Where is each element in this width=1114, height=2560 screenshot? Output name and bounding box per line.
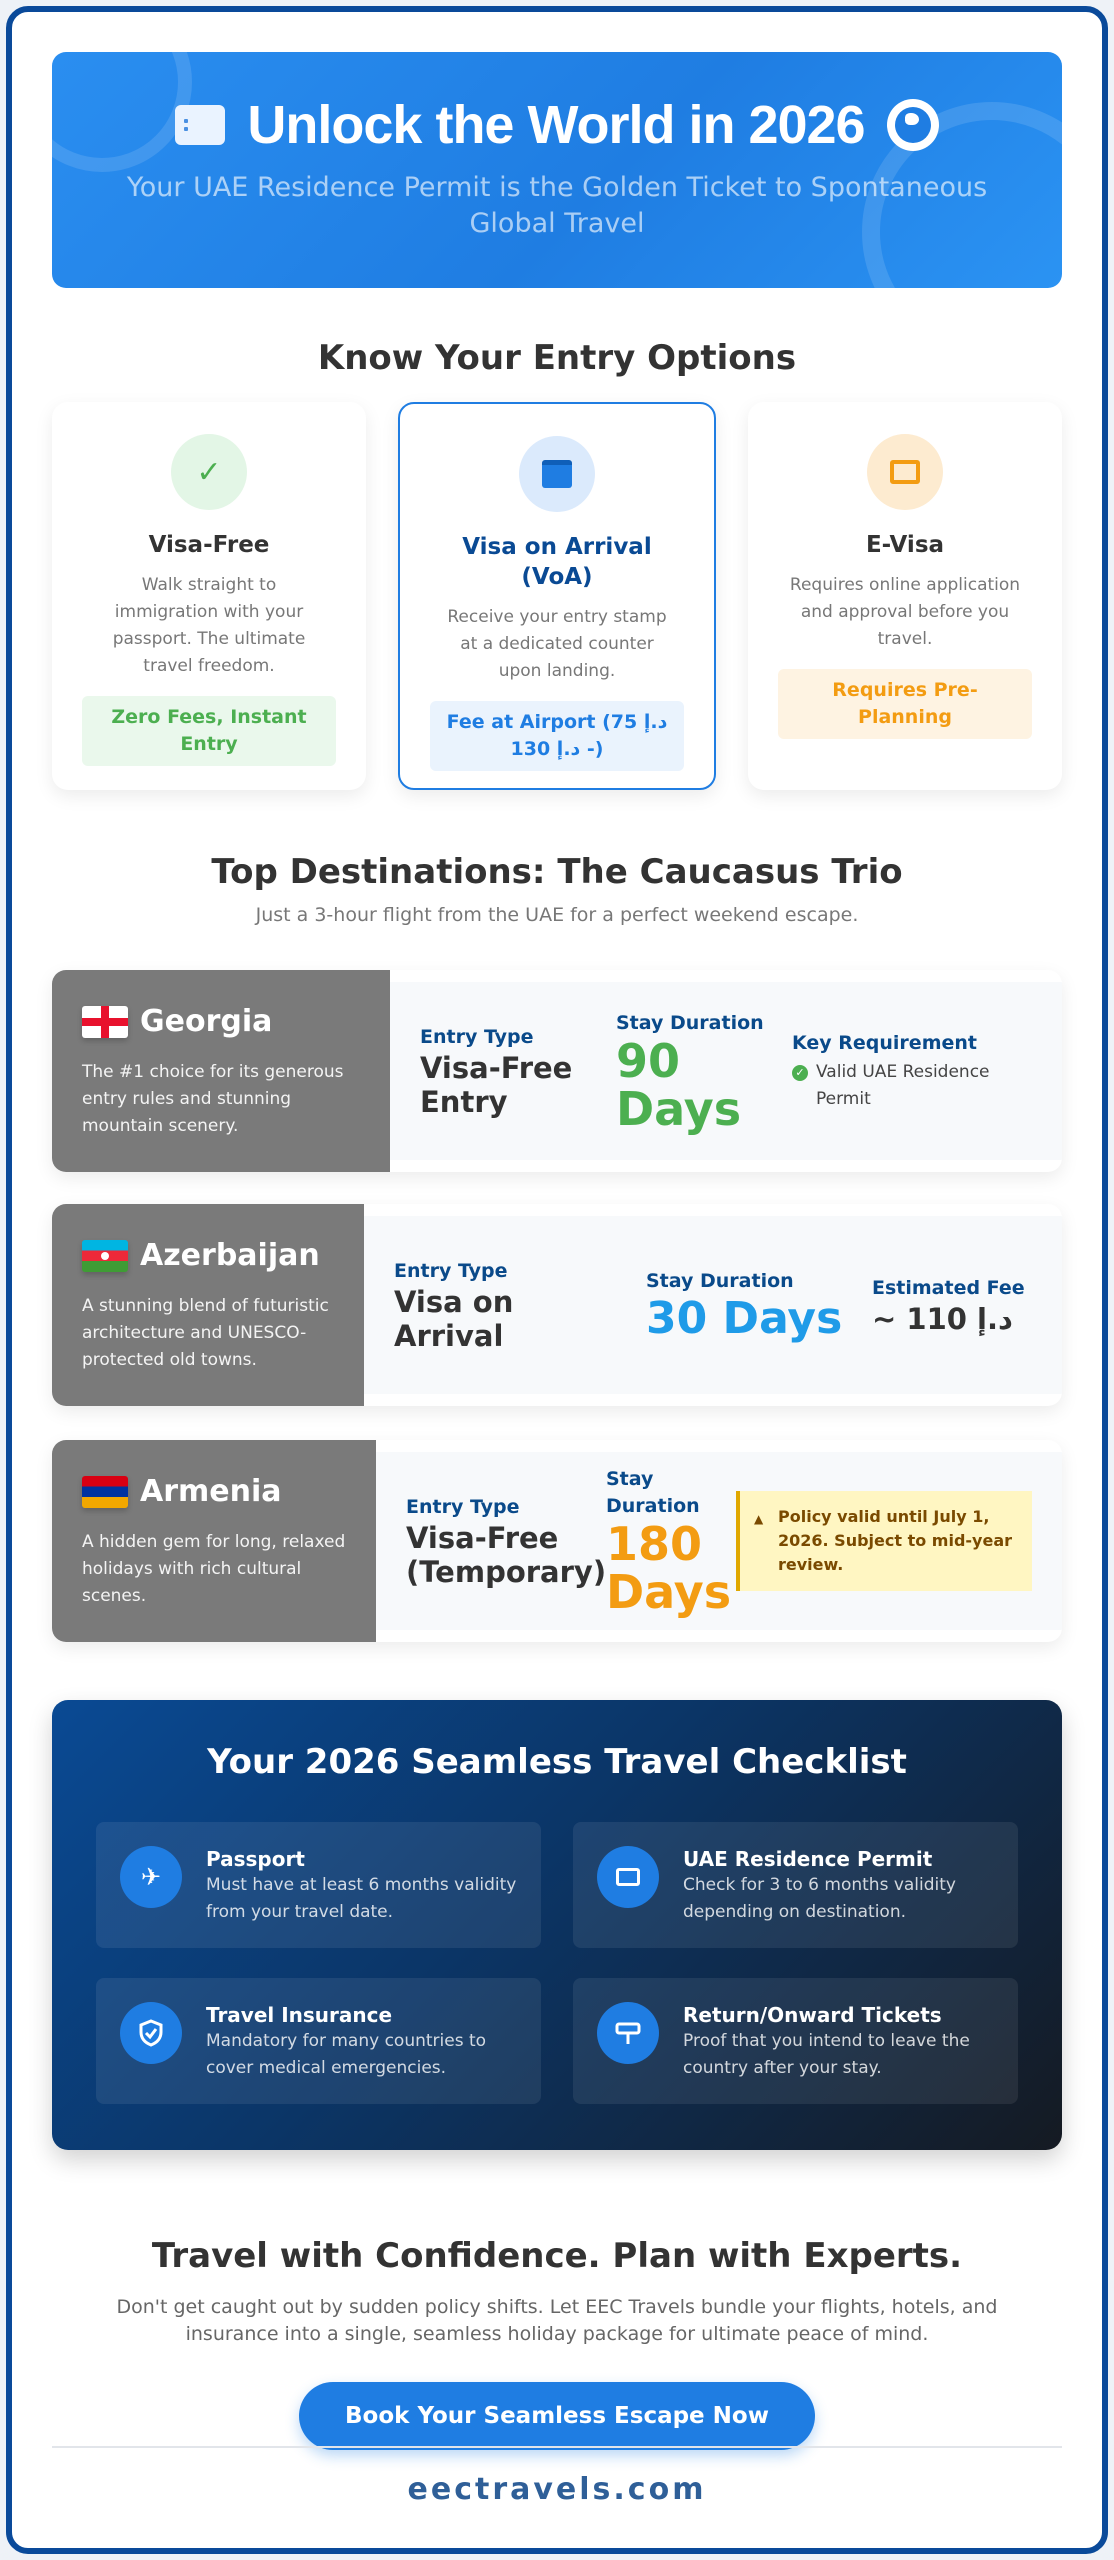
destinations-subheading: Just a 3-hour flight from the UAE for a perfect weekend escape.: [255, 904, 859, 926]
entry-options-heading: Know Your Entry Options: [317, 338, 797, 378]
checklist-item-desc: Check for 3 to 6 months validity depending on destination.: [683, 1875, 956, 1922]
destination-desc: A hidden gem for long, relaxed holidays with rich cultural scenes.: [82, 1532, 346, 1606]
signpost-icon: [597, 2002, 659, 2064]
destination-card-armenia: [52, 1440, 1062, 1642]
footer-website-link[interactable]: eectravels.com: [407, 2472, 707, 2507]
hero-subtitle: Your UAE Residence Permit is the Golden Ticket to Spontaneous Global Travel: [126, 172, 988, 239]
destination-desc: A stunning blend of futuristic architecture and UNESCO-protected old towns.: [82, 1296, 329, 1370]
hero-title: Unlock the World in 2026: [247, 95, 865, 155]
hero-title-row: [52, 94, 1062, 156]
option-desc: Walk straight to immigration with your passport. The ultimate travel freedom.: [112, 575, 306, 676]
policy-note-text: Policy valid until July 1, 2026. Subject to mid-year review.: [778, 1507, 1013, 1574]
destinations-heading: Top Destinations: The Caucasus Trio: [211, 852, 903, 892]
checklist-grid: [96, 1822, 1018, 2104]
destination-name: Armenia: [140, 1474, 282, 1509]
checklist-item-residence-permit: [573, 1822, 1018, 1948]
stay-duration-value: 180 Days: [606, 1517, 732, 1619]
id-card-icon: [597, 1846, 659, 1908]
destination-details: [390, 982, 1062, 1160]
destination-details: [376, 1452, 1062, 1630]
armenia-flag-icon: [82, 1476, 128, 1508]
estimated-fee-label: Estimated Fee: [872, 1276, 1025, 1299]
option-card-visa-on-arrival: [398, 402, 716, 790]
checkmark-icon: ✓: [171, 434, 247, 510]
shield-icon: [120, 2002, 182, 2064]
checklist-item-title: Return/Onward Tickets: [683, 2003, 942, 2027]
checklist-item-desc: Mandatory for many countries to cover medical emergencies.: [206, 2031, 487, 2078]
infographic-card: [6, 6, 1108, 2554]
destination-summary: [52, 970, 390, 1172]
key-requirement-label: Key Requirement: [792, 1031, 977, 1054]
azerbaijan-flag-icon: [82, 1240, 128, 1272]
option-title: Visa on Arrival (VoA): [462, 534, 652, 590]
entry-type-label: Entry Type: [420, 1025, 534, 1048]
georgia-flag-icon: [82, 1006, 128, 1038]
checklist-item-title: UAE Residence Permit: [683, 1847, 933, 1871]
destination-name: Azerbaijan: [140, 1238, 320, 1273]
checklist-item-tickets: [573, 1978, 1018, 2104]
check-icon: ✓: [792, 1065, 808, 1081]
entry-type-label: Entry Type: [406, 1495, 520, 1518]
stay-duration-label: Stay Duration: [606, 1468, 700, 1517]
stay-duration-value: 30 Days: [646, 1292, 843, 1344]
option-desc: Receive your entry stamp at a dedicated counter upon landing.: [447, 607, 667, 681]
destination-card-azerbaijan: [52, 1204, 1062, 1406]
option-card-visa-free: [52, 402, 366, 790]
checklist-item-desc: Proof that you intend to leave the country after your stay.: [683, 2031, 970, 2078]
entry-type-value: Visa-Free Entry: [420, 1050, 573, 1119]
destination-card-georgia: [52, 970, 1062, 1172]
key-requirement-value: Valid UAE Residence Permit: [816, 1061, 990, 1109]
option-title: E-Visa: [865, 532, 945, 558]
book-now-button[interactable]: Book Your Seamless Escape Now: [299, 2382, 815, 2450]
globe-icon: [887, 99, 939, 151]
travel-checklist: [52, 1700, 1062, 2150]
checklist-item-desc: Must have at least 6 months validity from your travel date.: [206, 1875, 517, 1922]
option-card-e-visa: [748, 402, 1062, 790]
cta-text: Don't get caught out by sudden policy shifts. Let EEC Travels bundle your flights, hotels, and insurance into a single, seamless holiday package for ultimate peace of mind.: [116, 2296, 998, 2345]
content: [52, 52, 1062, 2507]
destination-summary: [52, 1440, 376, 1642]
checklist-item-title: Passport: [206, 1847, 305, 1871]
warning-icon: ▲: [754, 1512, 764, 1526]
checklist-item-passport: [96, 1822, 541, 1948]
checklist-heading: Your 2026 Seamless Travel Checklist: [207, 1742, 907, 1782]
cta-section: [52, 2236, 1062, 2450]
divider: [52, 2446, 1062, 2448]
hero-banner: [52, 52, 1062, 288]
destination-desc: The #1 choice for its generous entry rules and stunning mountain scenery.: [82, 1062, 344, 1136]
stay-duration-value: 90 Days: [616, 1033, 742, 1136]
id-card-icon: [175, 105, 225, 145]
option-title: Visa-Free: [148, 532, 270, 558]
checklist-item-insurance: [96, 1978, 541, 2104]
entry-type-value: Visa-Free (Temporary): [406, 1520, 607, 1589]
option-badge: Zero Fees, Instant Entry: [82, 696, 336, 766]
option-badge: Requires Pre-Planning: [778, 669, 1032, 739]
entry-options: [52, 402, 1062, 790]
destinations-header: [52, 852, 1062, 926]
stay-duration-label: Stay Duration: [646, 1269, 794, 1292]
entry-type-label: Entry Type: [394, 1259, 508, 1282]
estimated-fee-value: ~ 110 د.إ: [872, 1301, 1013, 1336]
passport-icon: ✈: [120, 1846, 182, 1908]
option-badge: Fee at Airport (د.إ 75 - د.إ 130): [430, 701, 684, 771]
destination-name: Georgia: [140, 1004, 273, 1039]
entry-type-value: Visa on Arrival: [394, 1284, 514, 1353]
destination-details: [364, 1216, 1062, 1394]
option-desc: Requires online application and approval before you travel.: [789, 575, 1021, 649]
computer-icon: [867, 434, 943, 510]
cta-heading: Travel with Confidence. Plan with Experts.: [151, 2236, 963, 2276]
checklist-item-title: Travel Insurance: [206, 2003, 393, 2027]
stay-duration-label: Stay Duration: [616, 1011, 764, 1034]
stamp-icon: [519, 436, 595, 512]
destination-summary: [52, 1204, 364, 1406]
policy-note: [736, 1491, 1032, 1591]
